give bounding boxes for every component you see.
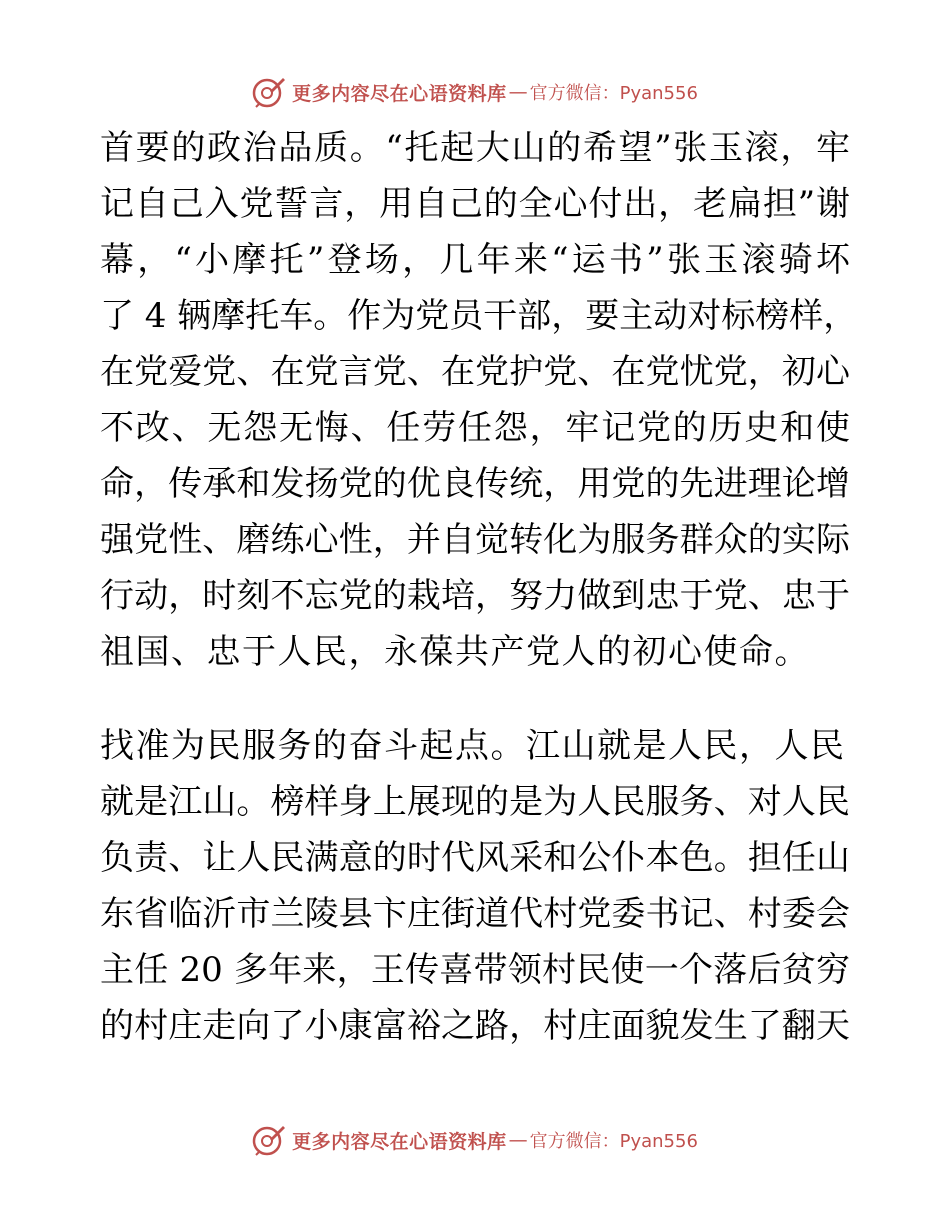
header-banner (0, 70, 950, 114)
text-line: 记自己入党誓言，用自己的全心付出，老扁担”谢 (100, 184, 850, 224)
paragraph-2 (100, 718, 850, 1054)
text-line: 的村庄走向了小康富裕之路，村庄面貌发生了翻天 (100, 1006, 850, 1046)
text-line: 找准为民服务的奋斗起点。江山就是人民，人民 (100, 726, 846, 766)
pen-logo-icon (252, 1123, 286, 1157)
text-line: 强党性、磨练心性，并自觉转化为服务群众的实际 (100, 520, 850, 560)
footer-separator: — (508, 1129, 528, 1151)
text-line: 东省临沂市兰陵县卞庄街道代村党委书记、村委会 (100, 894, 850, 934)
header-brand-text: 更多内容尽在心语资料库 (292, 82, 507, 105)
text-line: 负责、让人民满意的时代风采和公仆本色。担任山 (100, 838, 850, 878)
text-line: 祖国、忠于人民，永葆共产党人的初心使命。 (100, 632, 810, 672)
text-line: 了 4 辆摩托车。作为党员干部，要主动对标榜样， (100, 296, 858, 336)
footer-brand-text: 更多内容尽在心语资料库 (292, 1130, 507, 1153)
text-line: 首要的政治品质。“托起大山的希望”张玉滚，牢 (100, 128, 850, 168)
text-line: 命，传承和发扬党的优良传统，用党的先进理论增 (100, 464, 850, 504)
header-separator: — (508, 81, 528, 103)
text-line: 主任 20 多年来，王传喜带领村民使一个落后贫穷 (100, 950, 850, 990)
footer-banner (0, 1118, 950, 1162)
paragraph-1 (100, 120, 858, 680)
pen-logo-icon (252, 75, 286, 109)
text-line: 就是江山。榜样身上展现的是为人民服务、对人民 (100, 782, 850, 822)
text-line: 不改、无怨无悔、任劳任怨，牢记党的历史和使 (100, 408, 850, 448)
text-line: 行动，时刻不忘党的栽培，努力做到忠于党、忠于 (100, 576, 850, 616)
footer-wechat-text: 官方微信：Pyan556 (529, 1131, 698, 1152)
text-line: 幕，“小摩托”登场，几年来“运书”张玉滚骑坏 (100, 240, 850, 280)
header-wechat-text: 官方微信：Pyan556 (529, 83, 698, 104)
text-line: 在党爱党、在党言党、在党护党、在党忧党，初心 (100, 352, 850, 392)
